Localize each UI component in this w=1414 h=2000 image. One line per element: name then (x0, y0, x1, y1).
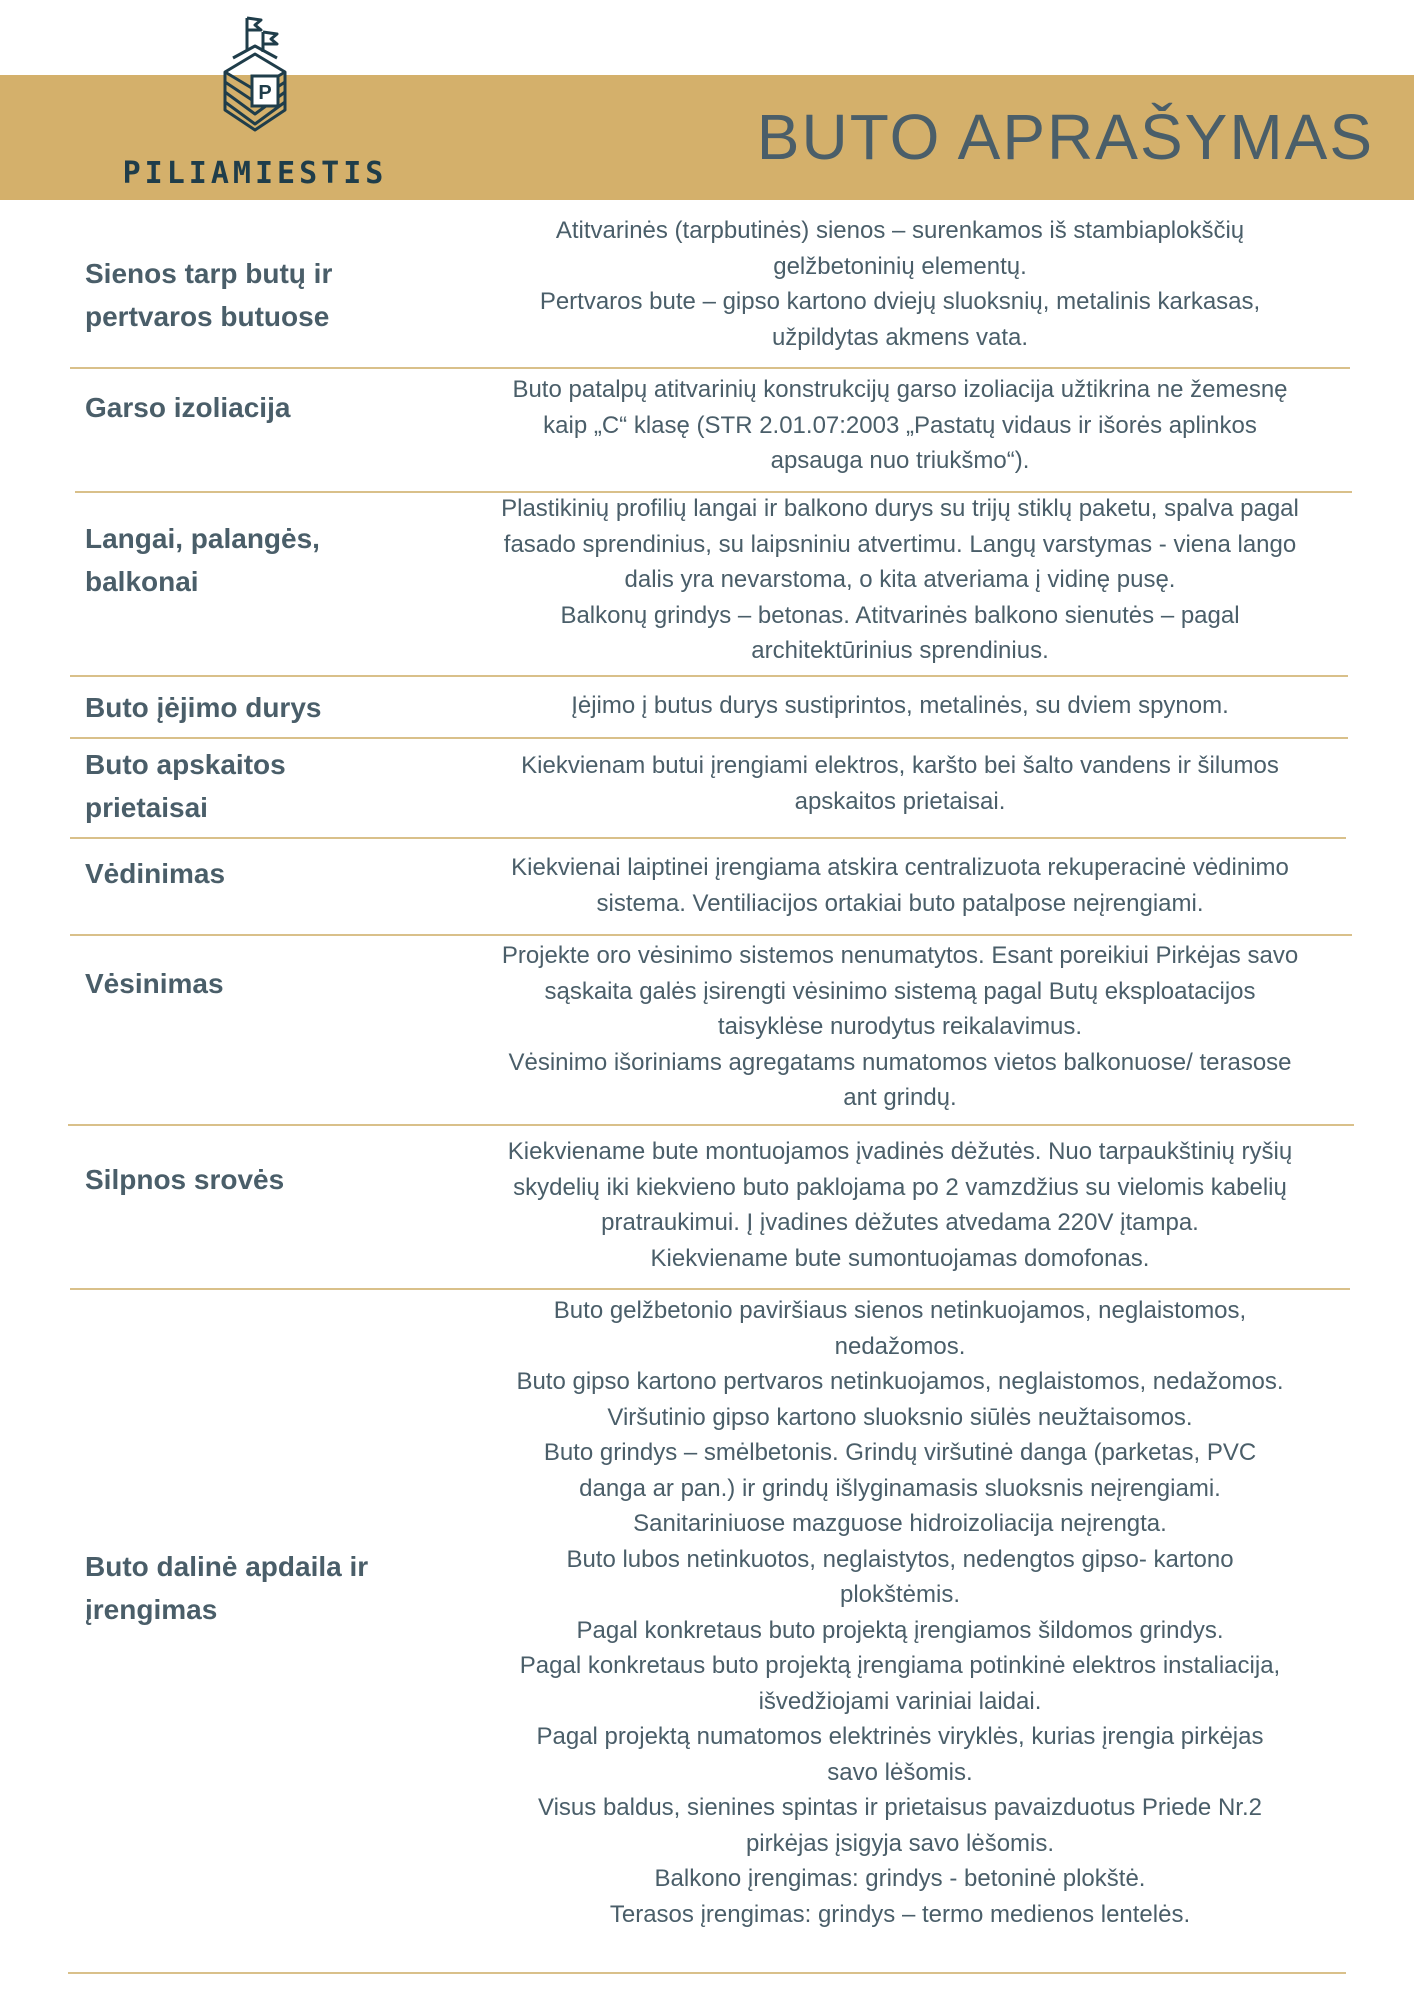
castle-tower-flag-icon (205, 10, 305, 135)
row-description-line: Pertvaros bute – gipso kartono dviejų sluoksnių, metalinis karkasas, (539, 288, 1261, 315)
row-description-line: sistema. Ventiliacijos ortakiai buto patalpose neįrengiami. (596, 889, 1204, 917)
row-label (85, 517, 415, 603)
row-divider (68, 1124, 1354, 1126)
row-description-line: išvedžiojami variniai laidai. (758, 1687, 1042, 1715)
row-label (85, 852, 415, 895)
row-label-line: Vėsinimas (85, 968, 224, 999)
row-divider (70, 837, 1346, 839)
row-label (85, 962, 415, 1005)
row-description (430, 748, 1370, 819)
row-description (430, 850, 1370, 921)
row-description-line: nedažomos. (834, 1332, 966, 1360)
row-description-line: Pagal konkretaus buto projektą įrengiamos šildomos grindys. (576, 1616, 1224, 1644)
row-label-line: Buto įėjimo durys (85, 692, 322, 723)
row-description-line: Kiekvienam butui įrengiami elektros, karšto bei šalto vandens ir šilumos (521, 752, 1279, 779)
row-description-line: Viršutinio gipso kartono sluoksnio siūlės neužtaisomos. (607, 1403, 1193, 1431)
row-divider (68, 1972, 1346, 1974)
row-description-line: taisyklėse nurodytus reikalavimus. (717, 1013, 1083, 1040)
row-description-line: kaip „C“ klasę (STR 2.01.07:2003 „Pastatų vidaus ir išorės aplinkos (543, 411, 1257, 439)
row-label-line: įrengimas (85, 1594, 218, 1625)
row-description-line: Buto gelžbetonio paviršiaus sienos netinkuojamos, neglaistomos, (553, 1297, 1247, 1324)
row-description-line: Kiekviename bute montuojamos įvadinės dėžutės. Nuo tarpaukštinių ryšių (507, 1138, 1293, 1165)
logo-letter: P (258, 82, 272, 104)
row-description-line: dalis yra nevarstoma, o kita atveriama į vidinę pusę. (624, 566, 1176, 593)
page-title: BUTO APRAŠYMAS (756, 101, 1374, 173)
row-description (430, 491, 1370, 669)
row-description (430, 688, 1370, 724)
row-divider (70, 1288, 1350, 1290)
row-label (85, 386, 415, 429)
row-label-line: Garso izoliacija (85, 392, 291, 423)
row-description-line: Kiekvienai laiptinei įrengiama atskira centralizuota rekuperacinė vėdinimo (511, 854, 1289, 881)
row-description-line: apskaitos prietaisai. (794, 787, 1006, 815)
brand-name: PILIAMIESTIS (122, 156, 388, 191)
row-label-line: balkonai (85, 566, 199, 597)
row-description-line: ant grindų. (843, 1084, 957, 1111)
row-description-line: Plastikinių profilių langai ir balkono durys su trijų stiklų paketu, spalva pagal (501, 495, 1299, 522)
row-description-line: danga ar pan.) ir grindų išlyginamasis sluoksnis neįrengiami. (579, 1474, 1221, 1502)
row-divider (70, 675, 1348, 677)
row-label (85, 252, 415, 338)
row-divider (70, 367, 1350, 369)
logo (120, 0, 390, 200)
row-description (430, 372, 1370, 479)
row-label-line: Vėdinimas (85, 858, 226, 889)
row-divider (70, 934, 1352, 936)
row-description-line: Terasos įrengimas: grindys – termo medienos lentelės. (609, 1900, 1191, 1928)
row-description-line: Pagal projektą numatomos elektrinės viryklės, kurias įrengia pirkėjas (536, 1723, 1264, 1750)
row-description-line: Balkono įrengimas: grindys - betoninė plokštė. (654, 1865, 1146, 1892)
row-description (430, 213, 1370, 355)
row-description-line: Projekte oro vėsinimo sistemos nenumatytos. Esant poreikiui Pirkėjas savo (501, 942, 1299, 969)
row-description-line: Balkonų grindys – betonas. Atitvarinės balkono sienutės – pagal (560, 601, 1240, 629)
row-label (85, 743, 415, 829)
row-description (430, 1293, 1370, 1932)
row-description-line: pratraukimui. Į įvadines dėžutes atvedama 220V įtampa. (601, 1209, 1199, 1236)
row-description-line: užpildytas akmens vata. (771, 323, 1029, 351)
row-description-line: Pagal konkretaus buto projektą įrengiama potinkinė elektros instaliacija, (519, 1652, 1281, 1679)
row-description-line: Vėsinimo išoriniams agregatams numatomos vietos balkonuose/ terasose (508, 1048, 1292, 1076)
row-description-line: Buto lubos netinkuotos, neglaistytos, nedengtos gipso- kartono (566, 1545, 1234, 1573)
row-label (85, 1158, 415, 1201)
row-description-line: architektūrinius sprendinius. (751, 637, 1049, 664)
row-label (85, 1545, 415, 1631)
row-label-line: Langai, palangės, (85, 523, 320, 554)
row-description (430, 1134, 1370, 1276)
row-description-line: Buto patalpų atitvarinių konstrukcijų garso izoliacija užtikrina ne žemesnę (512, 376, 1288, 403)
row-description-line: Įėjimo į butus durys sustiprintos, metalinės, su dviem spynom. (571, 692, 1229, 719)
row-description-line: sąskaita galės įsirengti vėsinimo sistemą pagal Butų eksploatacijos (544, 977, 1256, 1005)
row-description-line: Kiekviename bute sumontuojamas domofonas. (650, 1244, 1150, 1272)
row-description-line: pirkėjas įsigyja savo lėšomis. (745, 1829, 1055, 1857)
row-description-line: Buto grindys – smėlbetonis. Grindų viršutinė danga (parketas, PVC (543, 1439, 1257, 1466)
row-label-line: Silpnos srovės (85, 1164, 285, 1195)
row-description-line: skydelių iki kiekvieno buto paklojama po 2 vamzdžius su vielomis kabelių (513, 1173, 1287, 1201)
row-description-line: Buto gipso kartono pertvaros netinkuojamos, neglaistomos, nedažomos. (516, 1368, 1284, 1395)
row-description (430, 938, 1370, 1116)
row-divider (70, 737, 1348, 739)
row-description-line: gelžbetoninių elementų. (773, 252, 1027, 280)
row-description-line: savo lėšomis. (827, 1758, 973, 1786)
row-label-line: pertvaros butuose (85, 301, 330, 332)
row-description-line: apsauga nuo triukšmo“). (770, 447, 1030, 474)
row-description-line: plokštėmis. (839, 1581, 961, 1608)
row-label-line: prietaisai (85, 792, 208, 823)
row-label (85, 686, 415, 729)
row-description-line: fasado sprendinius, su laipsniniu atvertimu. Langų varstymas - viena lango (503, 530, 1297, 558)
row-description-line: Atitvarinės (tarpbutinės) sienos – surenkamos iš stambiaplokščių (555, 217, 1245, 244)
row-label-line: Sienos tarp butų ir (85, 258, 333, 289)
row-label-line: Buto apskaitos (85, 749, 286, 780)
row-label-line: Buto dalinė apdaila ir (85, 1551, 369, 1582)
row-description-line: Sanitariniuose mazguose hidroizoliacija neįrengta. (633, 1510, 1167, 1537)
row-description-line: Visus baldus, sienines spintas ir prietaisus pavaizduotus Priede Nr.2 (538, 1794, 1262, 1821)
